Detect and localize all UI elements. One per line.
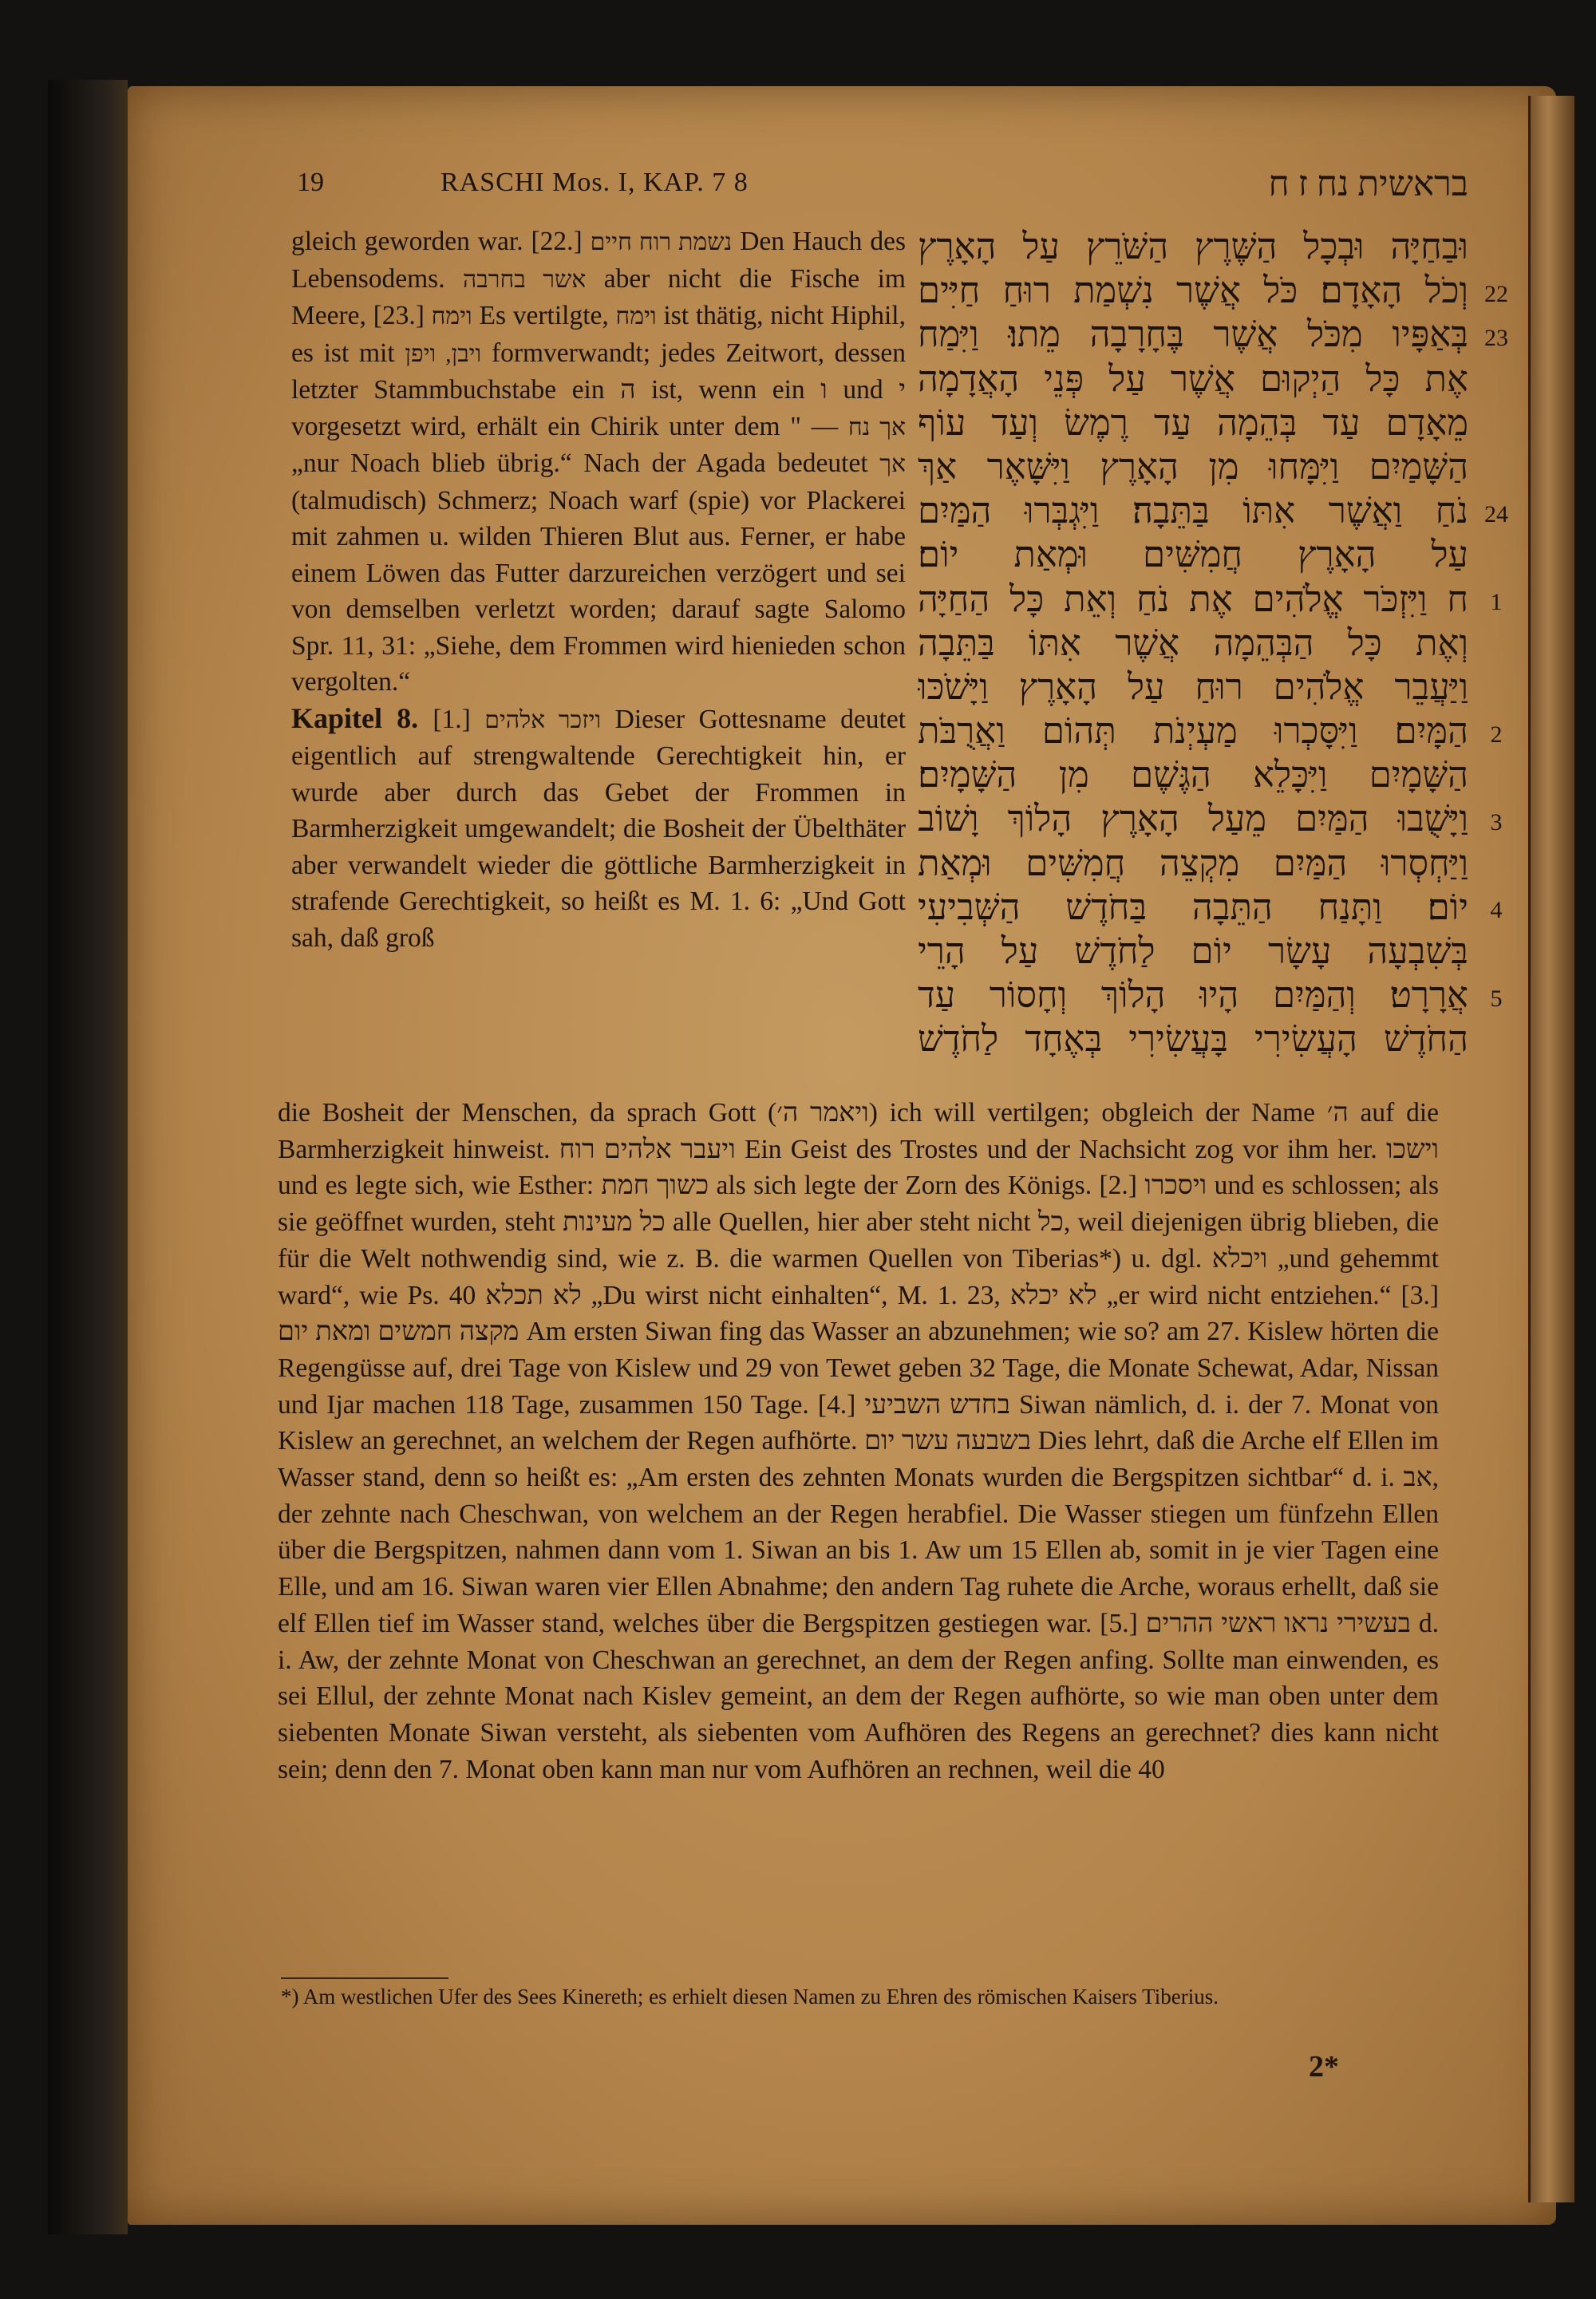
page-edge (1528, 96, 1574, 2202)
verse-number: 4 (1490, 897, 1503, 923)
footnote-rule (281, 1977, 448, 1979)
commentary-text: ist thätig, nicht Hiphil, es ist mit (291, 301, 906, 368)
hebrew-verse-column (918, 225, 1468, 1062)
verse-line: הַשָּׁמַיִם וַיִּמָּחוּ מִן הָאָרֶץ וַיִּשָּׁאֶר אַךְ (918, 446, 1468, 487)
chapter-heading: Kapitel 8. (291, 701, 433, 734)
verse-number: 1 (1490, 589, 1503, 615)
hebrew-lemma: אך (879, 451, 906, 477)
verse-line: עַל הָאָרֶץ חֲמִשִּׁים וּמְאַת יוֹם׃ (918, 535, 1468, 575)
commentary-paragraph (291, 701, 906, 957)
footnote: *) Am westlichen Ufer des Sees Kinereth; es erhielt diesen Namen zu Ehren des römischen Kaisers Tiberius. (281, 1985, 1219, 2009)
book-spine (48, 80, 128, 2234)
sheet-signature: 2* (1309, 2050, 1339, 2084)
verse-number: 2 (1490, 721, 1503, 748)
hebrew-lemma: וימח (615, 303, 657, 330)
verse-number: 23 (1484, 325, 1508, 351)
commentary-paragraph: die Bosheit der Menschen, da sprach Gott (ויאמר ה׳) ich will vertilgen; obgleich der Name ה׳ auf die Barmherzigkeit hinweist. ויעבר אלהים רוח Ein Geist des Trostes und der Nachsicht zog vor ihm her. וישכו und es legte sich, wie Esther: כשוך חמת als sich legte der Zorn des Königs. [2.] ויסכרו und es schlossen; als sie geöffnet wurden, steht כל מעינות alle Quellen, hier aber steht nicht כל, weil diejenigen übrig blieben, die für die Welt nothwendig sind, wie z. B. die warmen Quellen von Tiberias*) u. dgl. ויכלא „und gehemmt ward“, wie Ps. 40 לא תכלא „Du wirst nicht einhalten“, M. 1. 23, לא יכלא „er wird nicht entziehen.“ [3.] מקצה חמשים ומאת יום Am ersten Siwan fing das Wasser an abzunehmen; wie so? am 27. Kislew hörten die Regengüsse auf, drei Tage von Kislew und 29 von Tewet geben 32 Tage, die Monate Schewat, Adar, Nissan und Ijar machen 118 Tage, zusammen 150 Tage. [4.] בחדש השביעי Siwan nämlich, d. i. der 7. Monat von Kislew an gerechnet, an welchem der Regen aufhörte. בשבעה עשר יום Dies lehrt, daß die Arche elf Ellen im Wasser stand, denn so heißt es: „Am ersten des zehnten Monats wurden die Bergspitzen sichtbar“ d. i. אב, der zehnte nach Cheschwan, von welchem an der Regen herabfiel. Die Wasser stiegen um fünfzehn Ellen über die Bergspitzen, nahmen dann vom 1. Siwan an bis 1. Aw um 15 Ellen ab, somit in je vier Tagen eine Elle, und am 16. Siwan waren vier Ellen Abnahme; den andern Tag ruhete die Arche, woraus erhellt, daß sie elf Ellen tief im Wasser stand, welches über die Bergspitzen gestiegen war. [5.] בעשירי נראו ראשי ההרים d. i. Aw, der zehnte Monat von Cheschwan an gerechnet, an dem der Regen anfing. Sollte man einwenden, es sei Ellul, der zehnte Monat nach Kislev gemeint, an dem der Regen aufhörte, so wie man oben unter dem siebenten Monate Siwan versteht, als siebenten vom Aufhören des Regens an gerechnet? dies kann nicht sein; denn den 7. Monat oben kann man nur vom Aufhören an rechnen, weil die 40 (278, 1098, 1440, 1784)
verse-number: 3 (1490, 809, 1503, 835)
verse-line: הַשָּׁמָיִם וַיִּכָּלֵא הַגֶּשֶׁם מִן הַשָּׁמָיִם׃ (918, 755, 1468, 796)
hebrew-lemma: ויזכר אלהים (484, 706, 602, 733)
hebrew-running-title: בראשית נח ז ח (1268, 164, 1468, 203)
verse-line: וַיַּעֲבֵר אֱלֹהִים רוּחַ עַל הָאָרֶץ וַיָּשֹׁכּוּ (918, 666, 1468, 707)
verse-line: וְאֶת כָּל הַבְּהֵמָה אֲשֶׁר אִתּוֹ בַּתֵּבָה (918, 622, 1468, 663)
verse-line: אֶת כָּל הַיְקוּם אֲשֶׁר עַל פְּנֵי הָאֲדָמָה (918, 358, 1468, 399)
verse-number: 22 (1484, 281, 1508, 307)
page-number: 19 (297, 168, 324, 197)
verse-line: מֵאָדָם עַד בְּהֵמָה עַד רֶמֶשׂ וְעַד עוֹף (918, 402, 1468, 443)
verse-line: בְּשִׁבְעָה עָשָׂר יוֹם לַחֹדֶשׁ עַל הָרֵי (918, 931, 1468, 971)
commentary-text: [1.] (433, 704, 485, 734)
running-title: RASCHI Mos. I, KAP. 7 8 (440, 168, 749, 197)
commentary-text: Den Hauch des Lebensodems. (291, 227, 906, 294)
commentary-text: gleich geworden war. [22.] (291, 227, 591, 256)
verse-line: ח וַיִּזְכֹּר אֱלֹהִים אֶת נֹחַ וְאֵת כָּל הַחַיָּה (918, 579, 1468, 619)
commentary-text: (talmudisch) Schmerz; Noach warf (spie) vor Plackerei mit zahmen u. wilden Thieren Blut aus. Ferner, er habe einem Löwen das Futter darzureichen verzögert und sei von demselben verletzt worden; darauf sagte Salomo Spr. 11, 31: „Siehe, dem Frommen wird hienieden schon vergolten.“ (291, 485, 906, 697)
hebrew-lemma: אך נח (847, 413, 906, 440)
verse-line: וַיָּשֻׁבוּ הַמַּיִם מֵעַל הָאָרֶץ הָלוֹךְ וָשׁוֹב (918, 799, 1468, 839)
hebrew-lemma: וימח (431, 303, 472, 330)
verse-number: 5 (1490, 986, 1503, 1012)
commentary-text: formverwandt; jedes Zeitwort, dessen letzter Stammbuchstabe ein ה ist, wenn ein ו und י vorgesetzt wird, erhält ein Chirik unter dem " — (291, 338, 907, 441)
verse-line: וּבַחַיָּה וּבְכָל הַשֶּׁרֶץ הַשֹּׁרֵץ עַל הָאָרֶץ (918, 227, 1468, 267)
commentary-text: Dieser Gottesname deutet eigentlich auf strengwaltende Gerechtigkeit hin, er wurde aber durch das Gebet der Frommen in Barmherzigkeit umgewandelt; die Bosheit der Übelthäter aber verwandelt wieder die göttliche Barmherzigkeit in strafende Gerechtigkeit, so heißt es M. 1. 6: „Und Gott sah, daß groß (291, 704, 907, 953)
verse-line: וְכֹל הָאָדָם׃ כֹּל אֲשֶׁר נִשְׁמַת רוּחַ חַיִּים (918, 271, 1468, 311)
verse-line: הַחֹדֶשׁ הָעֲשִׂירִי בָּעֲשִׂירִי בְּאֶחָד לַחֹדֶשׁ (918, 1019, 1468, 1060)
commentary-text: Es vertilgte, (472, 301, 616, 330)
commentary-continuation (278, 1095, 1439, 1787)
hebrew-lemma: ויבן, ויפן (405, 340, 482, 367)
verse-number: 24 (1484, 501, 1508, 527)
verse-line: נֹחַ וַאֲשֶׁר אִתּוֹ בַּתֵּבָה׃ וַיִּגְבְּרוּ הַמַּיִם (918, 491, 1468, 531)
verse-line: בְּאַפָּיו מִכֹּל אֲשֶׁר בֶּחָרָבָה מֵתוּ׃ וַיִּמַח (918, 314, 1468, 355)
commentary-column (291, 223, 906, 956)
verse-line: יוֹם׃ וַתָּנַח הַתֵּבָה בַּחֹדֶשׁ הַשְּׁבִיעִי (918, 887, 1468, 927)
commentary-text: aber nicht die Fische im Meere, [23.] (291, 263, 906, 330)
commentary-paragraph (291, 223, 906, 701)
verse-line: אֲרָרָט׃ וְהַמַּיִם הָיוּ הָלוֹךְ וְחָסוֹר עַד (918, 975, 1468, 1016)
hebrew-lemma: אשר בחרבה (463, 266, 587, 293)
verse-line: וַיַּחְסְרוּ הַמַּיִם מִקְצֵה חֲמִשִּׁים וּמְאַת (918, 843, 1468, 883)
hebrew-lemma: נשמת רוח חיים (590, 229, 733, 255)
commentary-text: „nur Noach blieb übrig.“ Nach der Agada bedeutet (291, 448, 880, 478)
verse-line: הַמָּיִם׃ וַיִּסָּכְרוּ מַעְיְנֹת תְּהוֹם וַאֲרֻבֹּת (918, 711, 1468, 752)
